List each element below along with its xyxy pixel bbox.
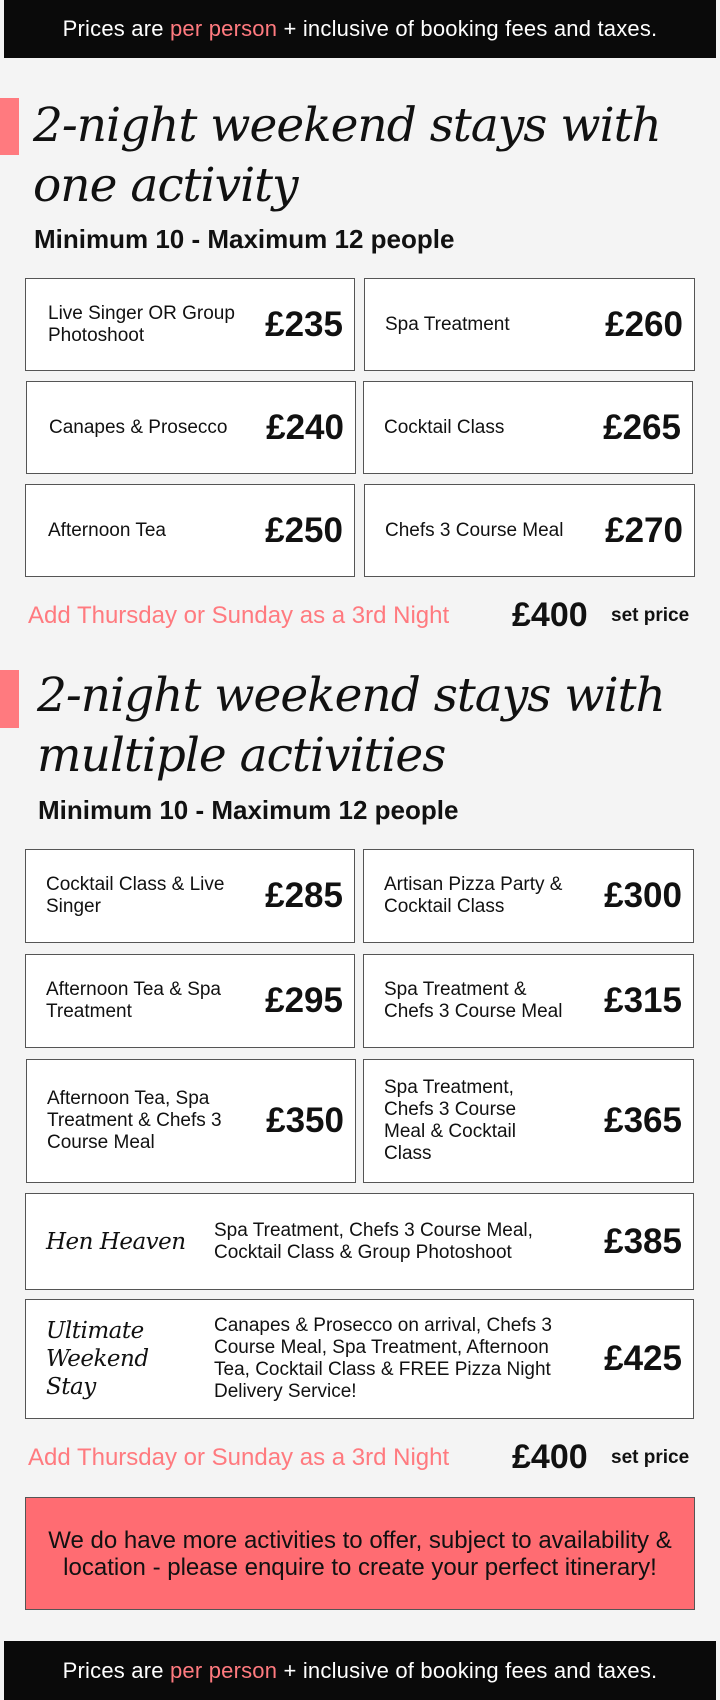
extra-night-offer [28, 596, 700, 636]
package-name: Cocktail Class & Live Singer [46, 874, 225, 917]
bundle-description: Spa Treatment, Chefs 3 Course Meal, Cocktail Class & Group Photoshoot [214, 1219, 533, 1263]
section-one-heading: 2-night weekend stays with one activity [33, 98, 661, 213]
banner-text: Prices are per person + inclusive of booking fees and taxes. [62, 1657, 658, 1683]
section-two-heading: 2-night weekend stays with multiple activities [37, 668, 665, 783]
package-price: £300 [604, 876, 682, 915]
package-name: Cocktail Class [384, 416, 505, 438]
package-name: Artisan Pizza Party & Cocktail Class [384, 874, 563, 917]
package-card[interactable] [363, 381, 693, 474]
package-card[interactable] [25, 849, 355, 943]
package-card[interactable] [363, 1059, 694, 1183]
package-card[interactable] [25, 954, 355, 1048]
bundle-price: £385 [604, 1221, 682, 1261]
package-name: Spa Treatment, Chefs 3 Course Meal & Cocktail Class [384, 1077, 517, 1164]
package-card[interactable] [26, 381, 356, 474]
package-price: £285 [265, 876, 343, 915]
bundle-description: Canapes & Prosecco on arrival, Chefs 3 Course Meal, Spa Treatment, Afternoon Tea, Cocktail Class & FREE Pizza Night Delivery Service! [214, 1315, 552, 1402]
package-card[interactable] [364, 484, 695, 577]
extra-night-tag: set price [611, 1447, 690, 1468]
package-name: Live Singer OR Group Photoshoot [48, 302, 235, 346]
bundle-label: Hen Heaven [46, 1228, 186, 1255]
banner-highlight: per person [169, 16, 278, 41]
bundle-label: Ultimate Weekend Stay [46, 1318, 149, 1400]
package-card[interactable] [25, 484, 355, 577]
package-name: Afternoon Tea & Spa Treatment [46, 979, 221, 1022]
section-accent-bar [0, 98, 19, 155]
package-card[interactable] [26, 1059, 356, 1183]
package-price: £315 [604, 981, 682, 1020]
pricing-banner-bottom [4, 1641, 716, 1700]
package-name: Afternoon Tea [48, 519, 166, 541]
enquiry-notice: We do have more activities to offer, subject to availability & location - please enquire to create your perfect itinerary! [25, 1497, 695, 1610]
package-name: Spa Treatment & Chefs 3 Course Meal [384, 979, 563, 1022]
package-name: Spa Treatment [385, 313, 510, 335]
section-one-capacity: Minimum 10 - Maximum 12 people [34, 224, 455, 254]
bundle-card-hen-heaven[interactable] [25, 1193, 694, 1290]
package-price: £350 [266, 1101, 344, 1140]
section-two-capacity: Minimum 10 - Maximum 12 people [38, 795, 459, 825]
package-price: £250 [265, 510, 343, 550]
package-price: £365 [604, 1101, 682, 1140]
package-price: £270 [605, 510, 683, 550]
pricing-banner-top [4, 0, 716, 58]
extra-night-text: Add Thursday or Sunday as a 3rd Night [28, 1444, 450, 1471]
package-name: Afternoon Tea, Spa Treatment & Chefs 3 Course Meal [47, 1088, 222, 1153]
package-price: £260 [605, 304, 683, 344]
bundle-card-ultimate-weekend[interactable] [25, 1299, 694, 1419]
package-price: £235 [265, 304, 343, 344]
banner-text: Prices are per person + inclusive of booking fees and taxes. [62, 16, 658, 41]
package-card[interactable] [363, 954, 694, 1048]
package-card[interactable] [363, 849, 694, 943]
package-card[interactable] [364, 278, 695, 371]
extra-night-tag: set price [611, 605, 690, 626]
package-name: Canapes & Prosecco [49, 416, 228, 438]
package-price: £295 [265, 981, 343, 1020]
extra-night-price: £400 [512, 1438, 588, 1476]
extra-night-text: Add Thursday or Sunday as a 3rd Night [28, 602, 450, 629]
package-name: Chefs 3 Course Meal [385, 519, 564, 541]
extra-night-price: £400 [512, 596, 588, 634]
package-card[interactable] [25, 278, 355, 371]
section-accent-bar [0, 670, 19, 728]
bundle-price: £425 [604, 1339, 682, 1378]
banner-highlight: per person [169, 1657, 278, 1683]
extra-night-offer [28, 1438, 700, 1478]
package-price: £265 [603, 407, 681, 447]
package-price: £240 [266, 407, 344, 447]
